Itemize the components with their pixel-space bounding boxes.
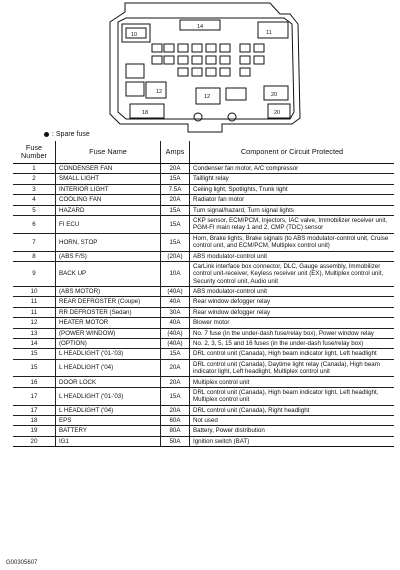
fuse-name-cell: DOOR LOCK <box>56 377 161 387</box>
fuse-number-cell: 8 <box>13 251 56 261</box>
fuse-number-cell: 11 <box>13 297 56 307</box>
header-fuse-name: Fuse Name <box>56 141 161 164</box>
circuit-cell: ABS modulator-control unit <box>190 286 395 296</box>
header-component: Component or Circuit Protected <box>190 141 395 164</box>
fuse-number-cell: 9 <box>13 261 56 286</box>
header-amps: Amps <box>161 141 190 164</box>
fuse-number-cell: 4 <box>13 195 56 205</box>
table-row <box>13 195 394 205</box>
fuse-name-cell: (POWER WINDOW) <box>56 328 161 338</box>
amps-cell: 20A <box>161 377 190 387</box>
fuse-number-cell: 13 <box>13 328 56 338</box>
table-row <box>13 416 394 426</box>
spare-fuse-legend <box>44 131 90 138</box>
amps-cell: 20A <box>161 195 190 205</box>
amps-cell: 80A <box>161 426 190 436</box>
table-row <box>13 349 394 359</box>
table-row <box>13 387 394 405</box>
fuse-number-cell: 18 <box>13 416 56 426</box>
fuse-name-cell: HAZARD <box>56 205 161 215</box>
diagram-label: 12 <box>204 94 211 100</box>
circuit-cell: Radiator fan motor <box>190 195 395 205</box>
circuit-cell: Ignition switch (BAT) <box>190 436 395 446</box>
figure-code: G00305607 <box>6 560 38 566</box>
circuit-cell: DRL control unit (Canada), High beam indicator light, Left headlight <box>190 349 395 359</box>
header-fuse-number: Fuse Number <box>13 141 56 164</box>
fuse-name-cell: COOLING FAN <box>56 195 161 205</box>
table-row <box>13 405 394 415</box>
amps-cell: (40A) <box>161 338 190 348</box>
fuse-number-cell: 15 <box>13 359 56 377</box>
amps-cell: 15A <box>161 387 190 405</box>
fuse-name-cell: IG1 <box>56 436 161 446</box>
fuse-name-cell: L HEADLIGHT ('01-'03) <box>56 349 161 359</box>
circuit-cell: Blower motor <box>190 318 395 328</box>
fuse-name-cell: SMALL LIGHT <box>56 174 161 184</box>
fuse-number-cell: 12 <box>13 318 56 328</box>
circuit-cell: DRL control unit (Canada), High beam indicator light, Left headlight, Multiplex control unit <box>190 387 395 405</box>
amps-cell: 15A <box>161 233 190 251</box>
fuse-name-cell: REAR DEFROSTER (Coupe) <box>56 297 161 307</box>
circuit-cell: ABS modulator-control unit <box>190 251 395 261</box>
table-row <box>13 261 394 286</box>
spare-fuse-label: : Spare fuse <box>52 131 90 138</box>
amps-cell: 50A <box>161 436 190 446</box>
fuse-number-cell: 16 <box>13 377 56 387</box>
circuit-cell: Turn signal/hazard, Turn signal lights <box>190 205 395 215</box>
fuse-name-cell: FI ECU <box>56 215 161 233</box>
fuse-box-diagram <box>0 0 400 135</box>
table-row <box>13 297 394 307</box>
circuit-cell: Not used <box>190 416 395 426</box>
amps-cell: 60A <box>161 416 190 426</box>
fuse-name-cell: (ABS F/S) <box>56 251 161 261</box>
circuit-cell: Rear window defogger relay <box>190 297 395 307</box>
table-row <box>13 359 394 377</box>
fuse-number-cell: 14 <box>13 338 56 348</box>
fuse-number-cell: 15 <box>13 349 56 359</box>
fuse-name-cell: L HEADLIGHT ('04) <box>56 359 161 377</box>
diagram-label: 14 <box>197 24 204 30</box>
table-row <box>13 174 394 184</box>
fuse-name-cell: BACK UP <box>56 261 161 286</box>
circuit-cell: DRL control unit (Canada), Right headlight <box>190 405 395 415</box>
fuse-number-cell: 6 <box>13 215 56 233</box>
circuit-cell: Multiplex control unit <box>190 377 395 387</box>
circuit-cell: Horn, Brake lights, Brake signals (to ABS modulator-control unit, Cruise control unit, and ECM/PCM, Multiplex control unit) <box>190 233 395 251</box>
amps-cell: 30A <box>161 307 190 317</box>
fuse-number-cell: 7 <box>13 233 56 251</box>
fuse-name-cell: CONDENSER FAN <box>56 164 161 174</box>
fuse-name-cell: INTERIOR LIGHT <box>56 184 161 194</box>
amps-cell: 15A <box>161 205 190 215</box>
fuse-number-cell: 11 <box>13 307 56 317</box>
circuit-cell: No. 7 fuse (in the under-dash fuse/relay box), Power window relay <box>190 328 395 338</box>
amps-cell: (20A) <box>161 251 190 261</box>
amps-cell: 20A <box>161 359 190 377</box>
fuse-number-cell: 20 <box>13 436 56 446</box>
table-row <box>13 251 394 261</box>
table-row <box>13 436 394 446</box>
table-row <box>13 233 394 251</box>
circuit-cell: Battery, Power distribution <box>190 426 395 436</box>
amps-cell: (40A) <box>161 286 190 296</box>
table-row <box>13 318 394 328</box>
amps-cell: 15A <box>161 215 190 233</box>
circuit-cell: Condenser fan motor, A/C compressor <box>190 164 395 174</box>
fuse-name-cell: HEATER MOTOR <box>56 318 161 328</box>
fuse-table <box>13 141 394 447</box>
amps-cell: 40A <box>161 297 190 307</box>
amps-cell: 40A <box>161 318 190 328</box>
circuit-cell: CKP sensor, ECM/PCM, Injectors, IAC valve, Immobilizer receiver unit, PGM-FI main relay 1 and 2, CMP (TDC) sensor <box>190 215 395 233</box>
fuse-name-cell: L HEADLIGHT ('01-'03) <box>56 387 161 405</box>
table-row <box>13 164 394 174</box>
diagram-label: 20 <box>271 92 278 98</box>
fuse-name-cell: (OPTION) <box>56 338 161 348</box>
fuse-number-cell: 10 <box>13 286 56 296</box>
fuse-name-cell: (ABS MOTOR) <box>56 286 161 296</box>
fuse-name-cell: RR DEFROSTER (Sedan) <box>56 307 161 317</box>
diagram-label: 20 <box>274 110 281 116</box>
table-row <box>13 377 394 387</box>
table-row <box>13 338 394 348</box>
fuse-number-cell: 17 <box>13 405 56 415</box>
fuse-name-cell: L HEADLIGHT ('04) <box>56 405 161 415</box>
diagram-label: 11 <box>266 30 272 36</box>
spare-fuse-dot-icon <box>44 132 49 137</box>
circuit-cell: Taillight relay <box>190 174 395 184</box>
amps-cell: 20A <box>161 164 190 174</box>
circuit-cell: Ceiling light, Spotlights, Trunk light <box>190 184 395 194</box>
fuse-name-cell: EPS <box>56 416 161 426</box>
table-row <box>13 184 394 194</box>
diagram-label: 18 <box>142 110 149 116</box>
circuit-cell: DRL control unit (Canada), Daytime light relay (Canada), High beam indicator light, Left headlight, Multiplex control unit <box>190 359 395 377</box>
fuse-number-cell: 3 <box>13 184 56 194</box>
amps-cell: 7.5A <box>161 184 190 194</box>
table-row <box>13 307 394 317</box>
amps-cell: 15A <box>161 174 190 184</box>
amps-cell: 10A <box>161 261 190 286</box>
amps-cell: 20A <box>161 405 190 415</box>
table-row <box>13 328 394 338</box>
fuse-number-cell: 5 <box>13 205 56 215</box>
diagram-label: 12 <box>156 89 163 95</box>
table-row <box>13 286 394 296</box>
amps-cell: (40A) <box>161 328 190 338</box>
fuse-number-cell: 1 <box>13 164 56 174</box>
fuse-name-cell: BATTERY <box>56 426 161 436</box>
circuit-cell: No. 2, 3, 5, 15 and 16 fuses (in the under-dash fuse/relay box) <box>190 338 395 348</box>
table-row <box>13 205 394 215</box>
circuit-cell: Rear window defogger relay <box>190 307 395 317</box>
fuse-table-body <box>13 164 394 447</box>
amps-cell: 15A <box>161 349 190 359</box>
fuse-number-cell: 19 <box>13 426 56 436</box>
table-row <box>13 215 394 233</box>
fuse-number-cell: 2 <box>13 174 56 184</box>
circuit-cell: CarLink interface box connector, DLC, Gauge assembly, Immobilizer control unit-receiver, Keyless receiver unit (EX), Multiplex control unit, Security control unit, Audio unit <box>190 261 395 286</box>
diagram-label: 10 <box>131 32 138 38</box>
fuse-number-cell: 17 <box>13 387 56 405</box>
fuse-name-cell: HORN, STOP <box>56 233 161 251</box>
table-row <box>13 426 394 436</box>
